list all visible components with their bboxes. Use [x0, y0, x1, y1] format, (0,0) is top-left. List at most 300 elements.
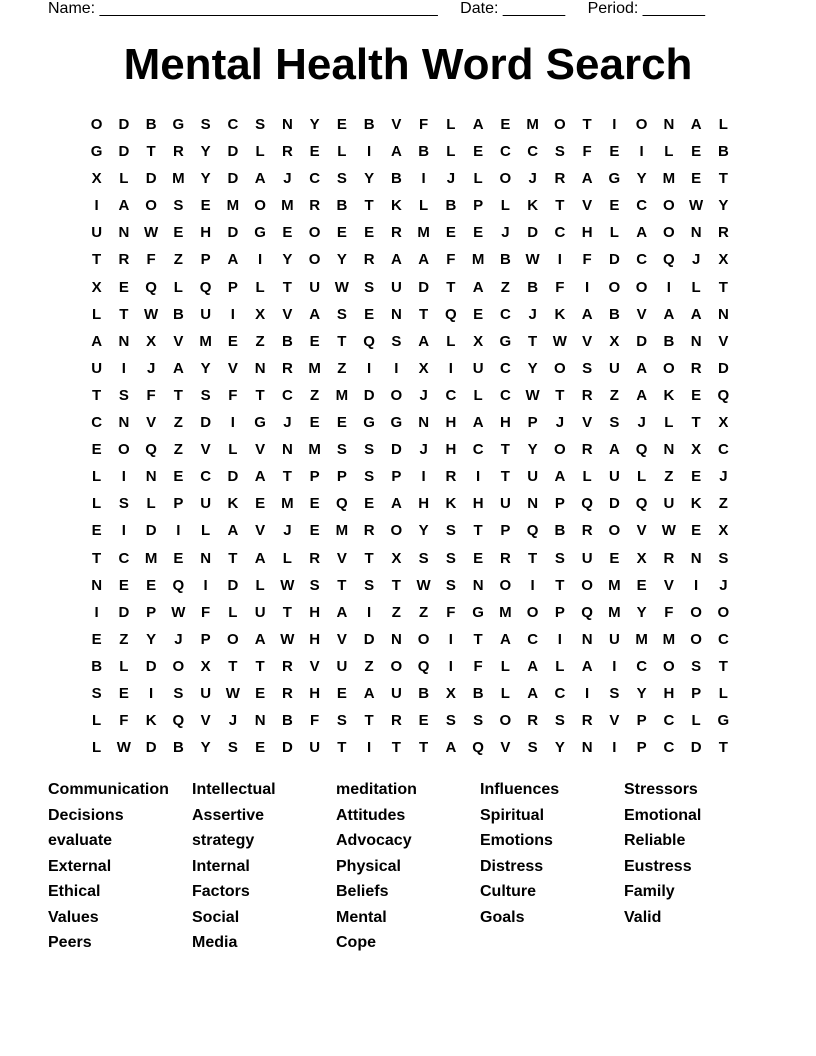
grid-letter[interactable]: I: [557, 630, 562, 648]
grid-letter[interactable]: S: [445, 576, 456, 594]
grid-letter[interactable]: E: [173, 549, 184, 567]
grid-letter[interactable]: O: [172, 657, 185, 675]
grid-letter[interactable]: Y: [636, 684, 647, 702]
grid-letter[interactable]: T: [718, 739, 728, 757]
grid-letter[interactable]: I: [585, 684, 590, 702]
date-field[interactable]: Date: _______: [460, 0, 566, 17]
grid-letter[interactable]: L: [146, 495, 156, 513]
grid-letter[interactable]: Z: [664, 468, 674, 486]
grid-letter[interactable]: E: [282, 224, 293, 242]
grid-letter[interactable]: L: [228, 603, 238, 621]
grid-letter[interactable]: T: [282, 278, 292, 296]
grid-letter[interactable]: E: [473, 305, 484, 323]
grid-letter[interactable]: X: [91, 170, 102, 188]
grid-letter[interactable]: V: [227, 359, 238, 377]
grid-letter[interactable]: C: [499, 143, 511, 161]
grid-letter[interactable]: O: [608, 522, 621, 540]
grid-letter[interactable]: R: [581, 441, 593, 459]
grid-letter[interactable]: P: [500, 522, 511, 540]
grid-letter[interactable]: T: [119, 305, 129, 323]
grid-letter[interactable]: O: [690, 603, 702, 621]
grid-letter[interactable]: X: [718, 251, 729, 269]
grid-letter[interactable]: Y: [200, 170, 211, 188]
grid-letter[interactable]: R: [281, 684, 293, 702]
grid-letter[interactable]: O: [635, 278, 648, 296]
grid-letter[interactable]: O: [308, 251, 321, 269]
grid-letter[interactable]: T: [718, 278, 728, 296]
grid-letter[interactable]: T: [146, 143, 156, 161]
grid-letter[interactable]: X: [609, 332, 620, 350]
grid-letter[interactable]: N: [390, 305, 402, 323]
grid-letter[interactable]: C: [554, 224, 566, 242]
grid-letter[interactable]: N: [200, 549, 212, 567]
grid-letter[interactable]: O: [227, 630, 239, 648]
grid-letter[interactable]: E: [418, 712, 429, 730]
grid-letter[interactable]: A: [172, 359, 184, 377]
grid-letter[interactable]: T: [391, 739, 401, 757]
grid-letter[interactable]: Q: [472, 739, 484, 757]
grid-letter[interactable]: H: [445, 441, 457, 459]
grid-letter[interactable]: R: [309, 197, 321, 215]
grid-letter[interactable]: E: [91, 522, 102, 540]
grid-letter[interactable]: E: [609, 197, 620, 215]
grid-letter[interactable]: U: [663, 495, 675, 513]
grid-letter[interactable]: L: [446, 143, 456, 161]
grid-letter[interactable]: A: [227, 522, 239, 540]
grid-letter[interactable]: E: [309, 495, 320, 513]
grid-letter[interactable]: E: [255, 495, 266, 513]
grid-letter[interactable]: A: [690, 305, 702, 323]
grid-letter[interactable]: L: [92, 712, 102, 730]
grid-letter[interactable]: N: [472, 576, 484, 594]
grid-letter[interactable]: X: [91, 278, 102, 296]
grid-letter[interactable]: I: [612, 739, 617, 757]
grid-letter[interactable]: D: [227, 170, 239, 188]
grid-letter[interactable]: M: [281, 495, 294, 513]
grid-letter[interactable]: O: [608, 278, 621, 296]
grid-letter[interactable]: E: [364, 495, 375, 513]
grid-letter[interactable]: S: [200, 116, 211, 133]
grid-letter[interactable]: K: [690, 495, 702, 513]
grid-letter[interactable]: P: [691, 684, 702, 702]
grid-letter[interactable]: U: [200, 684, 212, 702]
grid-letter[interactable]: L: [92, 495, 102, 513]
grid-letter[interactable]: C: [309, 170, 321, 188]
grid-letter[interactable]: V: [200, 441, 211, 459]
grid-letter[interactable]: M: [308, 441, 321, 459]
grid-letter[interactable]: A: [418, 332, 430, 350]
grid-letter[interactable]: U: [472, 359, 484, 377]
grid-letter[interactable]: M: [281, 197, 294, 215]
grid-letter[interactable]: S: [336, 441, 347, 459]
grid-letter[interactable]: K: [390, 197, 402, 215]
grid-letter[interactable]: R: [309, 549, 321, 567]
grid-letter[interactable]: C: [445, 386, 457, 404]
grid-letter[interactable]: L: [282, 549, 292, 567]
grid-letter[interactable]: L: [582, 468, 592, 486]
grid-letter[interactable]: A: [336, 603, 348, 621]
grid-letter[interactable]: A: [254, 630, 266, 648]
grid-letter[interactable]: O: [499, 170, 512, 188]
grid-letter[interactable]: S: [227, 739, 238, 757]
grid-letter[interactable]: T: [92, 386, 102, 404]
grid-letter[interactable]: A: [608, 441, 620, 459]
grid-letter[interactable]: A: [390, 495, 402, 513]
grid-letter[interactable]: T: [364, 712, 374, 730]
grid-letter[interactable]: W: [525, 251, 540, 269]
grid-letter[interactable]: N: [390, 630, 402, 648]
grid-letter[interactable]: C: [227, 116, 239, 133]
grid-letter[interactable]: E: [609, 143, 620, 161]
grid-letter[interactable]: W: [225, 684, 240, 702]
grid-letter[interactable]: I: [585, 278, 590, 296]
grid-letter[interactable]: E: [118, 576, 129, 594]
grid-letter[interactable]: R: [390, 712, 402, 730]
grid-letter[interactable]: T: [364, 549, 374, 567]
grid-letter[interactable]: O: [118, 441, 130, 459]
grid-letter[interactable]: F: [446, 251, 456, 269]
grid-letter[interactable]: F: [310, 712, 320, 730]
grid-letter[interactable]: V: [636, 522, 647, 540]
grid-letter[interactable]: L: [119, 657, 129, 675]
grid-letter[interactable]: M: [226, 197, 240, 215]
grid-letter[interactable]: R: [690, 359, 702, 377]
grid-letter[interactable]: U: [309, 739, 321, 757]
grid-letter[interactable]: U: [390, 684, 402, 702]
grid-letter[interactable]: B: [336, 197, 348, 215]
grid-letter[interactable]: V: [636, 305, 647, 323]
grid-letter[interactable]: D: [227, 224, 239, 242]
grid-letter[interactable]: N: [254, 359, 266, 377]
grid-letter[interactable]: A: [472, 414, 484, 432]
grid-letter[interactable]: R: [281, 143, 293, 161]
grid-letter[interactable]: H: [581, 224, 593, 242]
grid-letter[interactable]: W: [171, 603, 186, 621]
grid-letter[interactable]: M: [662, 630, 676, 648]
grid-letter[interactable]: I: [121, 359, 126, 377]
grid-letter[interactable]: G: [254, 414, 266, 432]
grid-letter[interactable]: N: [690, 332, 702, 350]
grid-letter[interactable]: B: [717, 143, 729, 161]
grid-letter[interactable]: T: [228, 657, 238, 675]
grid-letter[interactable]: Z: [310, 386, 320, 404]
grid-letter[interactable]: S: [118, 495, 129, 513]
grid-letter[interactable]: P: [309, 468, 320, 486]
grid-letter[interactable]: V: [255, 522, 266, 540]
grid-letter[interactable]: S: [445, 522, 456, 540]
grid-letter[interactable]: A: [254, 468, 266, 486]
grid-letter[interactable]: E: [146, 576, 157, 594]
grid-letter[interactable]: E: [336, 684, 347, 702]
grid-letter[interactable]: Q: [635, 441, 648, 459]
grid-letter[interactable]: K: [145, 712, 157, 730]
grid-letter[interactable]: E: [118, 684, 129, 702]
grid-letter[interactable]: J: [146, 359, 156, 377]
grid-letter[interactable]: F: [582, 143, 592, 161]
grid-letter[interactable]: E: [309, 143, 320, 161]
grid-letter[interactable]: X: [200, 657, 211, 675]
grid-letter[interactable]: N: [145, 468, 157, 486]
grid-letter[interactable]: T: [555, 576, 565, 594]
grid-letter[interactable]: L: [473, 170, 483, 188]
grid-letter[interactable]: V: [609, 712, 620, 730]
grid-letter[interactable]: U: [254, 603, 266, 621]
grid-letter[interactable]: T: [555, 386, 565, 404]
grid-letter[interactable]: B: [527, 278, 539, 296]
grid-letter[interactable]: V: [718, 332, 729, 350]
grid-letter[interactable]: D: [118, 143, 130, 161]
grid-letter[interactable]: Z: [364, 657, 374, 675]
grid-letter[interactable]: M: [608, 576, 621, 594]
grid-letter[interactable]: T: [718, 170, 728, 188]
grid-letter[interactable]: O: [499, 712, 512, 730]
grid-letter[interactable]: R: [363, 251, 375, 269]
grid-letter[interactable]: F: [446, 603, 456, 621]
grid-letter[interactable]: E: [336, 414, 347, 432]
grid-letter[interactable]: L: [337, 143, 347, 161]
grid-letter[interactable]: Y: [200, 359, 211, 377]
grid-letter[interactable]: M: [471, 251, 485, 269]
grid-letter[interactable]: I: [666, 278, 671, 296]
grid-letter[interactable]: T: [228, 549, 238, 567]
grid-letter[interactable]: S: [91, 684, 102, 702]
grid-letter[interactable]: A: [91, 332, 103, 350]
grid-letter[interactable]: T: [391, 576, 401, 594]
grid-letter[interactable]: U: [200, 495, 212, 513]
grid-letter[interactable]: E: [336, 224, 347, 242]
grid-letter[interactable]: C: [499, 386, 511, 404]
grid-letter[interactable]: T: [473, 522, 483, 540]
grid-letter[interactable]: C: [527, 143, 539, 161]
grid-letter[interactable]: E: [336, 116, 347, 133]
grid-letter[interactable]: U: [581, 549, 593, 567]
grid-letter[interactable]: L: [201, 522, 211, 540]
grid-letter[interactable]: V: [336, 630, 347, 648]
grid-letter[interactable]: O: [308, 224, 321, 242]
grid-letter[interactable]: M: [172, 170, 185, 188]
grid-letter[interactable]: E: [473, 224, 484, 242]
grid-letter[interactable]: O: [554, 359, 566, 377]
grid-letter[interactable]: C: [663, 712, 675, 730]
grid-letter[interactable]: R: [172, 143, 184, 161]
grid-letter[interactable]: C: [281, 386, 293, 404]
grid-letter[interactable]: E: [691, 386, 702, 404]
grid-letter[interactable]: K: [445, 495, 457, 513]
grid-letter[interactable]: H: [309, 684, 321, 702]
grid-letter[interactable]: S: [391, 332, 402, 350]
grid-letter[interactable]: R: [445, 468, 457, 486]
period-field[interactable]: Period: _______: [587, 0, 706, 17]
grid-letter[interactable]: D: [527, 224, 539, 242]
grid-letter[interactable]: R: [118, 251, 130, 269]
grid-letter[interactable]: J: [283, 414, 292, 432]
grid-letter[interactable]: H: [663, 684, 675, 702]
grid-letter[interactable]: D: [145, 657, 157, 675]
grid-letter[interactable]: U: [608, 630, 620, 648]
grid-letter[interactable]: X: [418, 359, 429, 377]
grid-letter[interactable]: B: [418, 143, 430, 161]
grid-letter[interactable]: T: [337, 739, 347, 757]
grid-letter[interactable]: D: [390, 441, 402, 459]
grid-letter[interactable]: F: [664, 603, 674, 621]
grid-letter[interactable]: S: [554, 712, 565, 730]
grid-letter[interactable]: C: [717, 441, 729, 459]
grid-letter[interactable]: D: [227, 143, 239, 161]
grid-letter[interactable]: R: [281, 359, 293, 377]
name-field[interactable]: Name: ______________________________________: [48, 0, 438, 17]
grid-letter[interactable]: A: [254, 549, 266, 567]
grid-letter[interactable]: A: [690, 116, 702, 133]
grid-letter[interactable]: H: [309, 603, 321, 621]
grid-letter[interactable]: B: [172, 739, 184, 757]
grid-letter[interactable]: X: [473, 332, 484, 350]
grid-letter[interactable]: C: [663, 739, 675, 757]
grid-letter[interactable]: J: [174, 630, 183, 648]
grid-letter[interactable]: T: [255, 386, 265, 404]
grid-letter[interactable]: D: [608, 251, 620, 269]
grid-letter[interactable]: J: [691, 251, 701, 269]
grid-letter[interactable]: U: [200, 305, 212, 323]
grid-letter[interactable]: Y: [336, 251, 347, 269]
grid-letter[interactable]: D: [636, 332, 648, 350]
grid-letter[interactable]: S: [255, 116, 266, 133]
grid-letter[interactable]: B: [445, 197, 457, 215]
grid-letter[interactable]: D: [608, 495, 620, 513]
grid-letter[interactable]: A: [554, 468, 566, 486]
grid-letter[interactable]: M: [308, 359, 321, 377]
grid-letter[interactable]: W: [144, 224, 159, 242]
grid-letter[interactable]: M: [199, 332, 212, 350]
grid-letter[interactable]: A: [527, 657, 539, 675]
grid-letter[interactable]: Q: [417, 657, 430, 675]
grid-letter[interactable]: Q: [717, 386, 730, 404]
grid-letter[interactable]: T: [337, 576, 347, 594]
grid-letter[interactable]: Q: [363, 332, 375, 350]
grid-letter[interactable]: C: [527, 630, 539, 648]
grid-letter[interactable]: I: [448, 630, 453, 648]
grid-letter[interactable]: E: [255, 684, 266, 702]
grid-letter[interactable]: B: [91, 657, 103, 675]
grid-letter[interactable]: S: [173, 197, 184, 215]
grid-letter[interactable]: X: [718, 414, 729, 432]
grid-letter[interactable]: L: [446, 116, 456, 133]
grid-letter[interactable]: M: [417, 224, 430, 242]
grid-letter[interactable]: H: [418, 495, 430, 513]
grid-letter[interactable]: W: [661, 522, 676, 540]
grid-letter[interactable]: I: [149, 684, 154, 702]
grid-letter[interactable]: M: [335, 522, 349, 540]
grid-letter[interactable]: C: [636, 197, 648, 215]
grid-letter[interactable]: P: [336, 468, 347, 486]
grid-letter[interactable]: I: [448, 657, 453, 675]
grid-letter[interactable]: T: [92, 549, 102, 567]
grid-letter[interactable]: S: [691, 657, 702, 675]
grid-letter[interactable]: G: [172, 116, 185, 133]
grid-letter[interactable]: Y: [554, 739, 565, 757]
grid-letter[interactable]: X: [636, 549, 647, 567]
grid-letter[interactable]: Y: [200, 739, 211, 757]
grid-letter[interactable]: O: [581, 576, 593, 594]
grid-letter[interactable]: I: [394, 359, 399, 377]
grid-letter[interactable]: Q: [172, 712, 185, 730]
grid-letter[interactable]: C: [554, 684, 566, 702]
grid-letter[interactable]: A: [227, 251, 239, 269]
grid-letter[interactable]: L: [92, 739, 102, 757]
grid-letter[interactable]: S: [418, 549, 429, 567]
grid-letter[interactable]: P: [227, 278, 238, 296]
grid-letter[interactable]: B: [281, 332, 293, 350]
grid-letter[interactable]: U: [91, 224, 103, 242]
grid-letter[interactable]: S: [445, 712, 456, 730]
grid-letter[interactable]: J: [283, 522, 292, 540]
grid-letter[interactable]: K: [527, 197, 539, 215]
grid-letter[interactable]: S: [364, 468, 375, 486]
grid-letter[interactable]: P: [554, 603, 565, 621]
grid-letter[interactable]: T: [446, 278, 456, 296]
grid-letter[interactable]: X: [691, 441, 702, 459]
grid-letter[interactable]: T: [500, 441, 510, 459]
grid-letter[interactable]: P: [473, 197, 484, 215]
grid-letter[interactable]: G: [499, 332, 512, 350]
grid-letter[interactable]: O: [417, 630, 430, 648]
grid-letter[interactable]: L: [664, 143, 674, 161]
grid-letter[interactable]: I: [557, 251, 562, 269]
grid-letter[interactable]: N: [581, 739, 593, 757]
grid-letter[interactable]: L: [609, 224, 619, 242]
grid-letter[interactable]: B: [390, 170, 402, 188]
grid-letter[interactable]: A: [118, 197, 130, 215]
grid-letter[interactable]: L: [500, 197, 510, 215]
grid-letter[interactable]: A: [636, 224, 648, 242]
grid-letter[interactable]: B: [663, 332, 675, 350]
grid-letter[interactable]: Q: [199, 278, 212, 296]
grid-letter[interactable]: R: [281, 657, 293, 675]
grid-letter[interactable]: F: [146, 386, 156, 404]
grid-letter[interactable]: N: [663, 116, 675, 133]
grid-letter[interactable]: R: [717, 224, 729, 242]
grid-letter[interactable]: V: [663, 576, 674, 594]
grid-letter[interactable]: E: [173, 468, 184, 486]
grid-letter[interactable]: B: [554, 522, 566, 540]
grid-letter[interactable]: R: [581, 712, 593, 730]
grid-letter[interactable]: O: [554, 441, 566, 459]
grid-letter[interactable]: I: [367, 739, 372, 757]
grid-letter[interactable]: N: [281, 116, 293, 133]
grid-letter[interactable]: P: [636, 739, 647, 757]
grid-letter[interactable]: S: [118, 386, 129, 404]
grid-letter[interactable]: E: [309, 522, 320, 540]
grid-letter[interactable]: E: [473, 143, 484, 161]
grid-letter[interactable]: P: [554, 495, 565, 513]
grid-letter[interactable]: Y: [364, 170, 375, 188]
grid-letter[interactable]: E: [255, 739, 266, 757]
grid-letter[interactable]: O: [526, 603, 539, 621]
grid-letter[interactable]: M: [499, 603, 512, 621]
grid-letter[interactable]: Y: [527, 359, 538, 377]
grid-letter[interactable]: L: [92, 468, 102, 486]
grid-letter[interactable]: D: [281, 739, 293, 757]
grid-letter[interactable]: W: [116, 739, 131, 757]
grid-letter[interactable]: V: [582, 414, 593, 432]
grid-letter[interactable]: T: [282, 468, 292, 486]
grid-letter[interactable]: N: [254, 712, 266, 730]
grid-letter[interactable]: T: [528, 549, 538, 567]
grid-letter[interactable]: S: [582, 359, 593, 377]
grid-letter[interactable]: E: [173, 224, 184, 242]
grid-letter[interactable]: A: [499, 630, 511, 648]
grid-letter[interactable]: C: [717, 630, 729, 648]
grid-letter[interactable]: X: [255, 305, 266, 323]
